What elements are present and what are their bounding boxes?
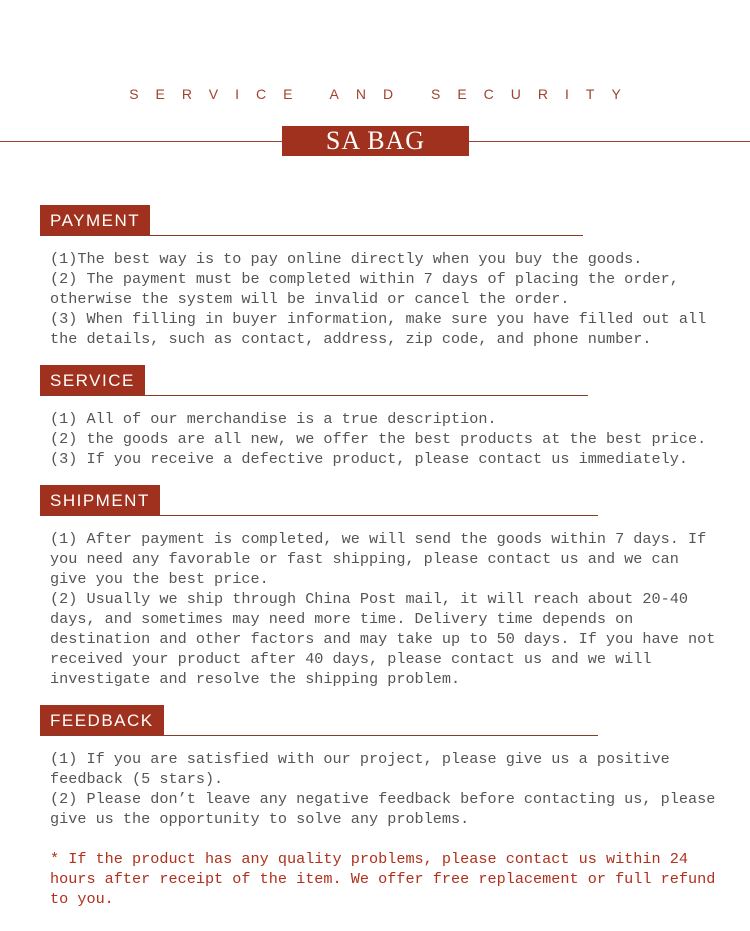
- text-line: (1) If you are satisfied with our project, please give us a positive: [50, 750, 670, 768]
- text-line: (2) The payment must be completed within 7 days of placing the order,: [50, 270, 679, 288]
- text-line: (3) If you receive a defective product, please contact us immediately.: [50, 450, 688, 468]
- text-line: days, and sometimes may need more time. Delivery time depends on: [50, 610, 634, 628]
- quality-notice: [50, 849, 730, 909]
- section-title-payment: PAYMENT: [40, 205, 150, 236]
- section-header-feedback: [40, 705, 164, 736]
- text-line: feedback (5 stars).: [50, 770, 224, 788]
- section-body-service: [50, 409, 730, 469]
- section-body-payment: [50, 249, 730, 349]
- tagline: SERVICE AND SECURITY: [129, 86, 638, 102]
- section-rule: [40, 735, 598, 736]
- text-line: the details, such as contact, address, zip code, and phone number.: [50, 330, 652, 348]
- section-body-shipment: [50, 529, 730, 689]
- section-body-feedback: [50, 749, 730, 829]
- text-line: give us the opportunity to solve any problems.: [50, 810, 470, 828]
- text-line: (1) All of our merchandise is a true description.: [50, 410, 497, 428]
- brand-title: SA BAG: [282, 126, 469, 156]
- text-line: (1) After payment is completed, we will send the goods within 7 days. If: [50, 530, 707, 548]
- text-line: investigate and resolve the shipping problem.: [50, 670, 461, 688]
- section-title-shipment: SHIPMENT: [40, 485, 160, 516]
- section-header-service: [40, 365, 145, 396]
- notice-line: hours after receipt of the item. We offer free replacement or full refund: [50, 870, 716, 888]
- text-line: (3) When filling in buyer information, make sure you have filled out all: [50, 310, 707, 328]
- notice-line: * If the product has any quality problems, please contact us within 24: [50, 850, 688, 868]
- text-line: destination and other factors and may take up to 50 days. If you have not: [50, 630, 716, 648]
- text-line: received your product after 40 days, please contact us and we will: [50, 650, 652, 668]
- section-rule: [40, 235, 583, 236]
- section-rule: [40, 395, 588, 396]
- text-line: (1)The best way is to pay online directly when you buy the goods.: [50, 250, 643, 268]
- text-line: you need any favorable or fast shipping, please contact us and we can: [50, 550, 679, 568]
- section-header-payment: [40, 205, 150, 236]
- section-rule: [40, 515, 598, 516]
- section-title-feedback: FEEDBACK: [40, 705, 164, 736]
- text-line: (2) the goods are all new, we offer the best products at the best price.: [50, 430, 707, 448]
- notice-line: to you.: [50, 890, 114, 908]
- text-line: (2) Please don’t leave any negative feedback before contacting us, please: [50, 790, 716, 808]
- text-line: otherwise the system will be invalid or cancel the order.: [50, 290, 570, 308]
- text-line: (2) Usually we ship through China Post mail, it will reach about 20-40: [50, 590, 688, 608]
- text-line: give you the best price.: [50, 570, 269, 588]
- section-title-service: SERVICE: [40, 365, 145, 396]
- section-header-shipment: [40, 485, 160, 516]
